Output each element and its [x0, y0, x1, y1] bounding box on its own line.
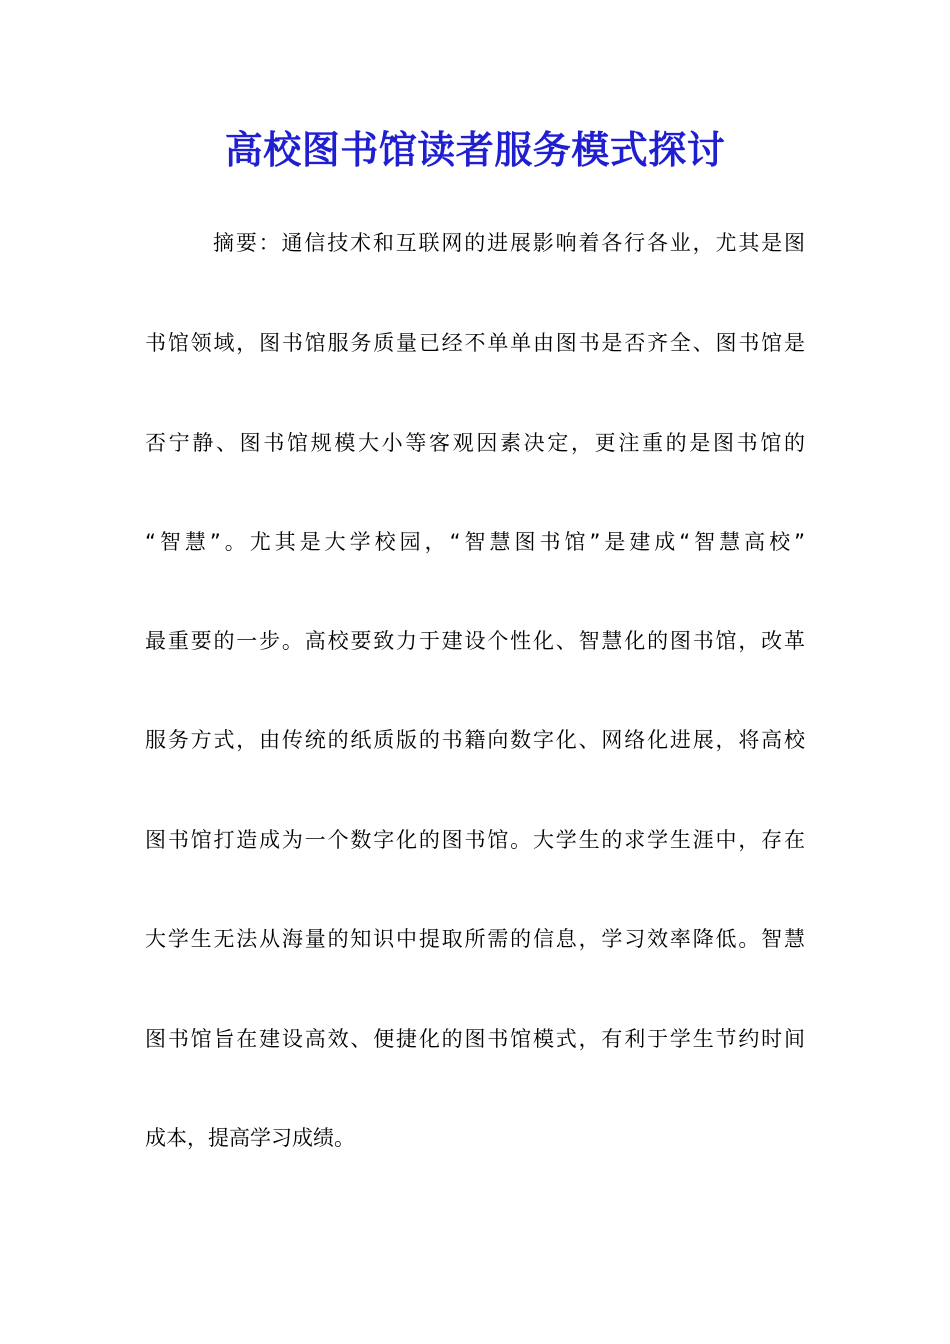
abstract-line-4: “智慧”。尤其是大学校园，“智慧图书馆”是建成“智慧高校” [145, 530, 805, 554]
abstract-line-1: 摘要：通信技术和互联网的进展影响着各行各业，尤其是图 [213, 231, 805, 255]
document-title: 高校图书馆读者服务模式探讨 [224, 127, 726, 172]
abstract-line-10: 成本，提高学习成绩。 [145, 1126, 355, 1150]
abstract-line-9: 图书馆旨在建设高效、便捷化的图书馆模式，有利于学生节约时间 [145, 1027, 805, 1051]
abstract-line-2: 书馆领域，图书馆服务质量已经不单单由图书是否齐全、图书馆是 [145, 331, 805, 355]
abstract-line-5: 最重要的一步。高校要致力于建设个性化、智慧化的图书馆，改革 [145, 629, 805, 653]
abstract-line-3: 否宁静、图书馆规模大小等客观因素决定，更注重的是图书馆的 [145, 431, 805, 455]
abstract-line-7: 图书馆打造成为一个数字化的图书馆。大学生的求学生涯中，存在 [145, 828, 805, 852]
abstract-line-8: 大学生无法从海量的知识中提取所需的信息，学习效率降低。智慧 [145, 927, 805, 951]
abstract-line-6: 服务方式，由传统的纸质版的书籍向数字化、网络化进展，将高校 [145, 728, 805, 752]
